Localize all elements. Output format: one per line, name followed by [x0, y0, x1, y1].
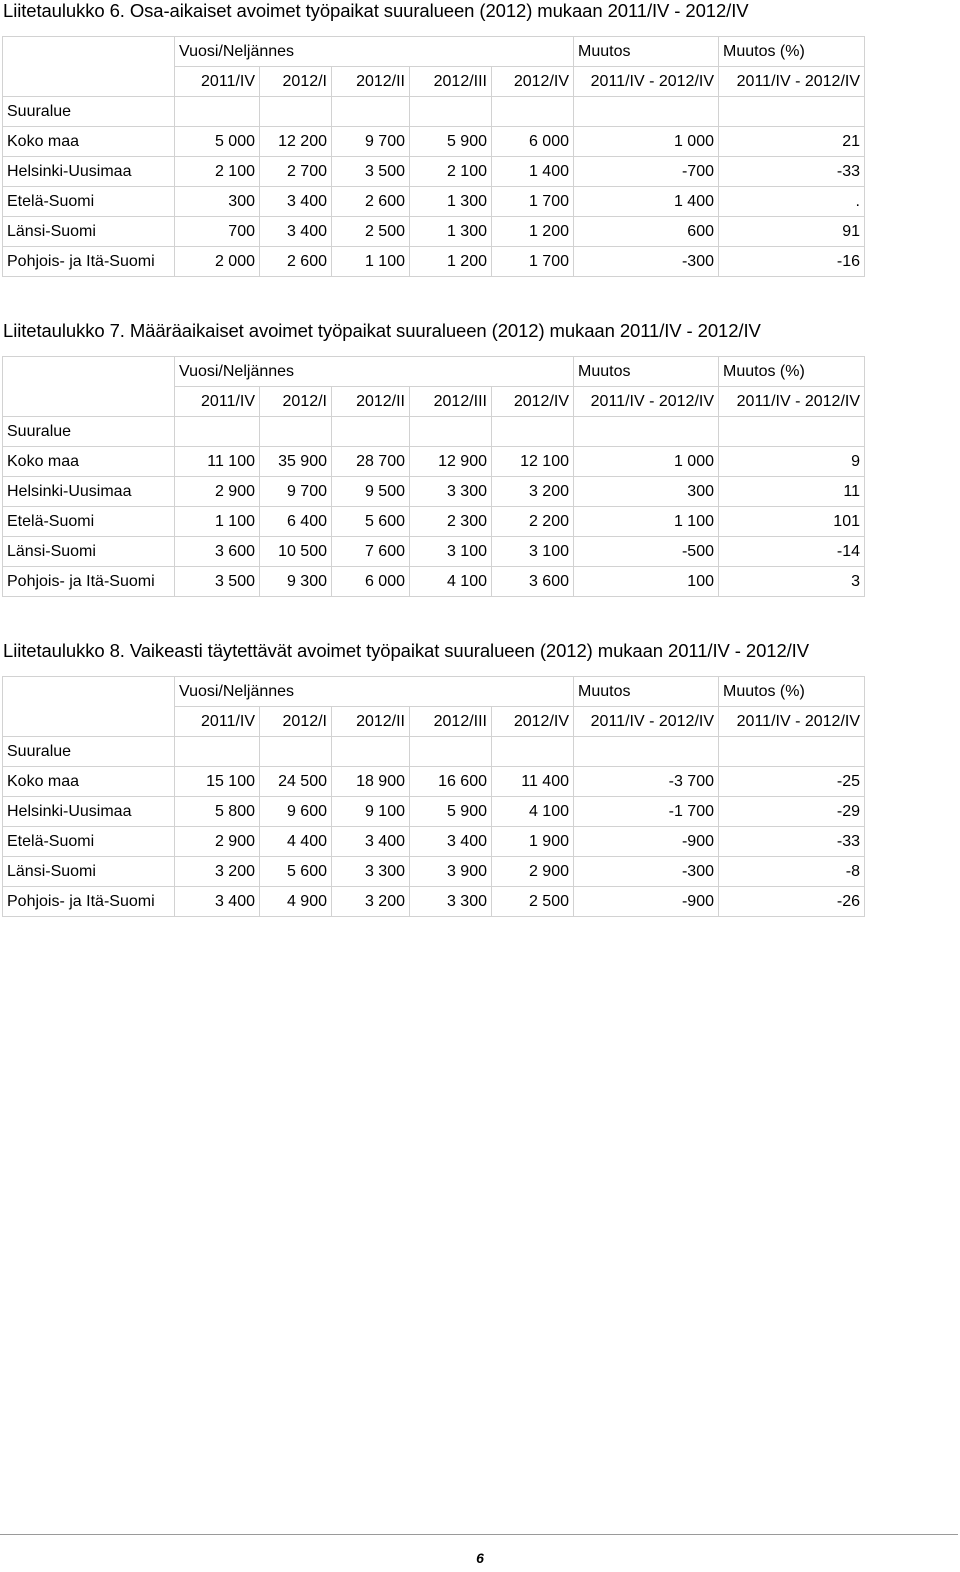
empty-cell	[260, 97, 332, 127]
period-value: 4 100	[410, 567, 492, 597]
period-value: 12 200	[260, 127, 332, 157]
header-row-group	[3, 357, 865, 387]
change-pct-value: 21	[719, 127, 865, 157]
region-name: Etelä-Suomi	[3, 187, 175, 217]
period-header: 2012/IV	[492, 67, 574, 97]
period-value: 3 500	[332, 157, 410, 187]
empty-cell	[574, 97, 719, 127]
period-header: 2012/III	[410, 67, 492, 97]
period-value: 11 400	[492, 767, 574, 797]
data-table	[2, 36, 865, 277]
change-pct-value: 3	[719, 567, 865, 597]
change-value: -300	[574, 247, 719, 277]
page-number: 6	[476, 1550, 484, 1566]
footer-divider	[0, 1534, 958, 1535]
period-value: 1 700	[492, 187, 574, 217]
empty-cell	[332, 737, 410, 767]
period-value: 3 500	[175, 567, 260, 597]
period-value: 28 700	[332, 447, 410, 477]
table-row	[3, 247, 865, 277]
period-header: 2012/II	[332, 707, 410, 737]
period-value: 5 600	[260, 857, 332, 887]
table-row	[3, 477, 865, 507]
change-value: 1 000	[574, 447, 719, 477]
change-pct-period-header: 2011/IV - 2012/IV	[719, 67, 865, 97]
period-value: 1 100	[332, 247, 410, 277]
change-pct-value: -26	[719, 887, 865, 917]
period-value: 4 400	[260, 827, 332, 857]
period-value: 2 200	[492, 507, 574, 537]
empty-cell	[719, 737, 865, 767]
empty-cell	[719, 417, 865, 447]
period-value: 3 600	[175, 537, 260, 567]
table-row	[3, 797, 865, 827]
table-row	[3, 857, 865, 887]
period-value: 12 100	[492, 447, 574, 477]
period-value: 5 000	[175, 127, 260, 157]
region-name: Länsi-Suomi	[3, 217, 175, 247]
header-row-region	[3, 97, 865, 127]
change-pct-value: -8	[719, 857, 865, 887]
empty-cell	[260, 417, 332, 447]
period-value: 12 900	[410, 447, 492, 477]
period-value: 3 200	[175, 857, 260, 887]
period-value: 3 300	[410, 477, 492, 507]
change-pct-value: -33	[719, 157, 865, 187]
table-row	[3, 187, 865, 217]
period-value: 3 300	[332, 857, 410, 887]
period-value: 6 400	[260, 507, 332, 537]
header-row-group	[3, 37, 865, 67]
period-value: 2 500	[492, 887, 574, 917]
period-value: 6 000	[332, 567, 410, 597]
change-value: 300	[574, 477, 719, 507]
empty-cell	[332, 417, 410, 447]
table-row	[3, 767, 865, 797]
empty-cell	[492, 737, 574, 767]
change-value: 100	[574, 567, 719, 597]
period-value: 9 700	[332, 127, 410, 157]
change-value: -1 700	[574, 797, 719, 827]
change-pct-value: -33	[719, 827, 865, 857]
period-value: 3 100	[492, 537, 574, 567]
change-value: -900	[574, 887, 719, 917]
change-pct-header: Muutos (%)	[719, 357, 865, 387]
region-name: Etelä-Suomi	[3, 507, 175, 537]
period-value: 3 400	[175, 887, 260, 917]
period-value: 2 600	[332, 187, 410, 217]
region-name: Helsinki-Uusimaa	[3, 157, 175, 187]
change-value: 600	[574, 217, 719, 247]
change-period-header: 2011/IV - 2012/IV	[574, 707, 719, 737]
empty-cell	[175, 97, 260, 127]
change-pct-value: 11	[719, 477, 865, 507]
change-value: -700	[574, 157, 719, 187]
data-table	[2, 356, 865, 597]
region-name: Helsinki-Uusimaa	[3, 797, 175, 827]
change-pct-value: .	[719, 187, 865, 217]
period-value: 2 600	[260, 247, 332, 277]
period-value: 2 900	[492, 857, 574, 887]
table-row	[3, 887, 865, 917]
period-value: 9 600	[260, 797, 332, 827]
period-value: 4 100	[492, 797, 574, 827]
table-row	[3, 827, 865, 857]
change-pct-value: -14	[719, 537, 865, 567]
region-name: Pohjois- ja Itä-Suomi	[3, 567, 175, 597]
table-row	[3, 447, 865, 477]
change-pct-value: 101	[719, 507, 865, 537]
period-value: 3 100	[410, 537, 492, 567]
change-value: -500	[574, 537, 719, 567]
period-value: 4 900	[260, 887, 332, 917]
period-value: 18 900	[332, 767, 410, 797]
corner-cell	[3, 677, 175, 737]
period-value: 3 400	[332, 827, 410, 857]
change-value: 1 100	[574, 507, 719, 537]
change-value: 1 000	[574, 127, 719, 157]
period-header: 2012/III	[410, 387, 492, 417]
change-period-header: 2011/IV - 2012/IV	[574, 387, 719, 417]
region-name: Koko maa	[3, 767, 175, 797]
empty-cell	[175, 737, 260, 767]
change-header: Muutos	[574, 677, 719, 707]
period-value: 1 200	[492, 217, 574, 247]
table-row	[3, 537, 865, 567]
change-pct-value: 9	[719, 447, 865, 477]
region-name: Koko maa	[3, 447, 175, 477]
period-value: 11 100	[175, 447, 260, 477]
period-value: 5 800	[175, 797, 260, 827]
period-header: 2012/IV	[492, 387, 574, 417]
period-value: 1 300	[410, 187, 492, 217]
period-value: 3 900	[410, 857, 492, 887]
table-title: Liitetaulukko 7. Määräaikaiset avoimet työpaikat suuralueen (2012) mukaan 2011/IV - 2012/IV	[3, 320, 761, 341]
data-table	[2, 676, 865, 917]
change-value: -3 700	[574, 767, 719, 797]
period-value: 9 100	[332, 797, 410, 827]
table-title: Liitetaulukko 6. Osa-aikaiset avoimet työpaikat suuralueen (2012) mukaan 2011/IV - 2012/IV	[3, 0, 749, 21]
header-row-group	[3, 677, 865, 707]
period-value: 1 400	[492, 157, 574, 187]
period-value: 3 200	[332, 887, 410, 917]
change-value: -900	[574, 827, 719, 857]
empty-cell	[410, 417, 492, 447]
period-value: 1 100	[175, 507, 260, 537]
period-value: 10 500	[260, 537, 332, 567]
region-name: Koko maa	[3, 127, 175, 157]
period-value: 2 500	[332, 217, 410, 247]
period-header: 2012/II	[332, 67, 410, 97]
period-header: 2011/IV	[175, 707, 260, 737]
period-value: 2 100	[175, 157, 260, 187]
table-row	[3, 157, 865, 187]
period-header: 2012/I	[260, 707, 332, 737]
period-value: 3 600	[492, 567, 574, 597]
period-value: 7 600	[332, 537, 410, 567]
period-value: 5 600	[332, 507, 410, 537]
empty-cell	[574, 417, 719, 447]
period-value: 9 500	[332, 477, 410, 507]
empty-cell	[175, 417, 260, 447]
period-value: 2 700	[260, 157, 332, 187]
change-header: Muutos	[574, 357, 719, 387]
period-value: 2 300	[410, 507, 492, 537]
period-value: 2 100	[410, 157, 492, 187]
empty-cell	[492, 97, 574, 127]
period-value: 1 700	[492, 247, 574, 277]
region-name: Länsi-Suomi	[3, 857, 175, 887]
corner-cell	[3, 37, 175, 97]
empty-cell	[410, 97, 492, 127]
change-pct-header: Muutos (%)	[719, 37, 865, 67]
region-header: Suuralue	[3, 417, 175, 447]
period-value: 9 700	[260, 477, 332, 507]
empty-cell	[492, 417, 574, 447]
change-pct-header: Muutos (%)	[719, 677, 865, 707]
change-period-header: 2011/IV - 2012/IV	[574, 67, 719, 97]
period-value: 5 900	[410, 127, 492, 157]
period-value: 3 400	[410, 827, 492, 857]
region-header: Suuralue	[3, 97, 175, 127]
period-value: 2 000	[175, 247, 260, 277]
period-value: 6 000	[492, 127, 574, 157]
period-header: 2012/II	[332, 387, 410, 417]
period-header: 2011/IV	[175, 67, 260, 97]
table-row	[3, 127, 865, 157]
change-value: -300	[574, 857, 719, 887]
change-pct-period-header: 2011/IV - 2012/IV	[719, 387, 865, 417]
empty-cell	[574, 737, 719, 767]
region-name: Länsi-Suomi	[3, 537, 175, 567]
header-row-region	[3, 417, 865, 447]
period-group-header: Vuosi/Neljännes	[175, 37, 574, 67]
region-name: Pohjois- ja Itä-Suomi	[3, 887, 175, 917]
region-name: Etelä-Suomi	[3, 827, 175, 857]
table-title: Liitetaulukko 8. Vaikeasti täytettävät avoimet työpaikat suuralueen (2012) mukaan 2011/IV - 2012/IV	[3, 640, 809, 661]
period-value: 1 300	[410, 217, 492, 247]
change-pct-value: 91	[719, 217, 865, 247]
table-row	[3, 217, 865, 247]
period-value: 3 200	[492, 477, 574, 507]
period-group-header: Vuosi/Neljännes	[175, 357, 574, 387]
period-header: 2012/I	[260, 67, 332, 97]
empty-cell	[332, 97, 410, 127]
period-value: 24 500	[260, 767, 332, 797]
period-group-header: Vuosi/Neljännes	[175, 677, 574, 707]
period-header: 2012/IV	[492, 707, 574, 737]
empty-cell	[719, 97, 865, 127]
change-pct-value: -29	[719, 797, 865, 827]
period-value: 2 900	[175, 477, 260, 507]
period-value: 700	[175, 217, 260, 247]
period-header: 2011/IV	[175, 387, 260, 417]
period-value: 9 300	[260, 567, 332, 597]
table-row	[3, 507, 865, 537]
period-value: 300	[175, 187, 260, 217]
change-pct-period-header: 2011/IV - 2012/IV	[719, 707, 865, 737]
region-name: Pohjois- ja Itä-Suomi	[3, 247, 175, 277]
change-pct-value: -16	[719, 247, 865, 277]
period-value: 35 900	[260, 447, 332, 477]
region-name: Helsinki-Uusimaa	[3, 477, 175, 507]
change-value: 1 400	[574, 187, 719, 217]
period-value: 15 100	[175, 767, 260, 797]
empty-cell	[260, 737, 332, 767]
period-value: 16 600	[410, 767, 492, 797]
period-value: 5 900	[410, 797, 492, 827]
period-value: 2 900	[175, 827, 260, 857]
header-row-region	[3, 737, 865, 767]
corner-cell	[3, 357, 175, 417]
period-value: 3 300	[410, 887, 492, 917]
empty-cell	[410, 737, 492, 767]
table-row	[3, 567, 865, 597]
period-value: 3 400	[260, 187, 332, 217]
period-value: 1 200	[410, 247, 492, 277]
period-header: 2012/I	[260, 387, 332, 417]
period-value: 3 400	[260, 217, 332, 247]
period-header: 2012/III	[410, 707, 492, 737]
period-value: 1 900	[492, 827, 574, 857]
change-pct-value: -25	[719, 767, 865, 797]
region-header: Suuralue	[3, 737, 175, 767]
change-header: Muutos	[574, 37, 719, 67]
